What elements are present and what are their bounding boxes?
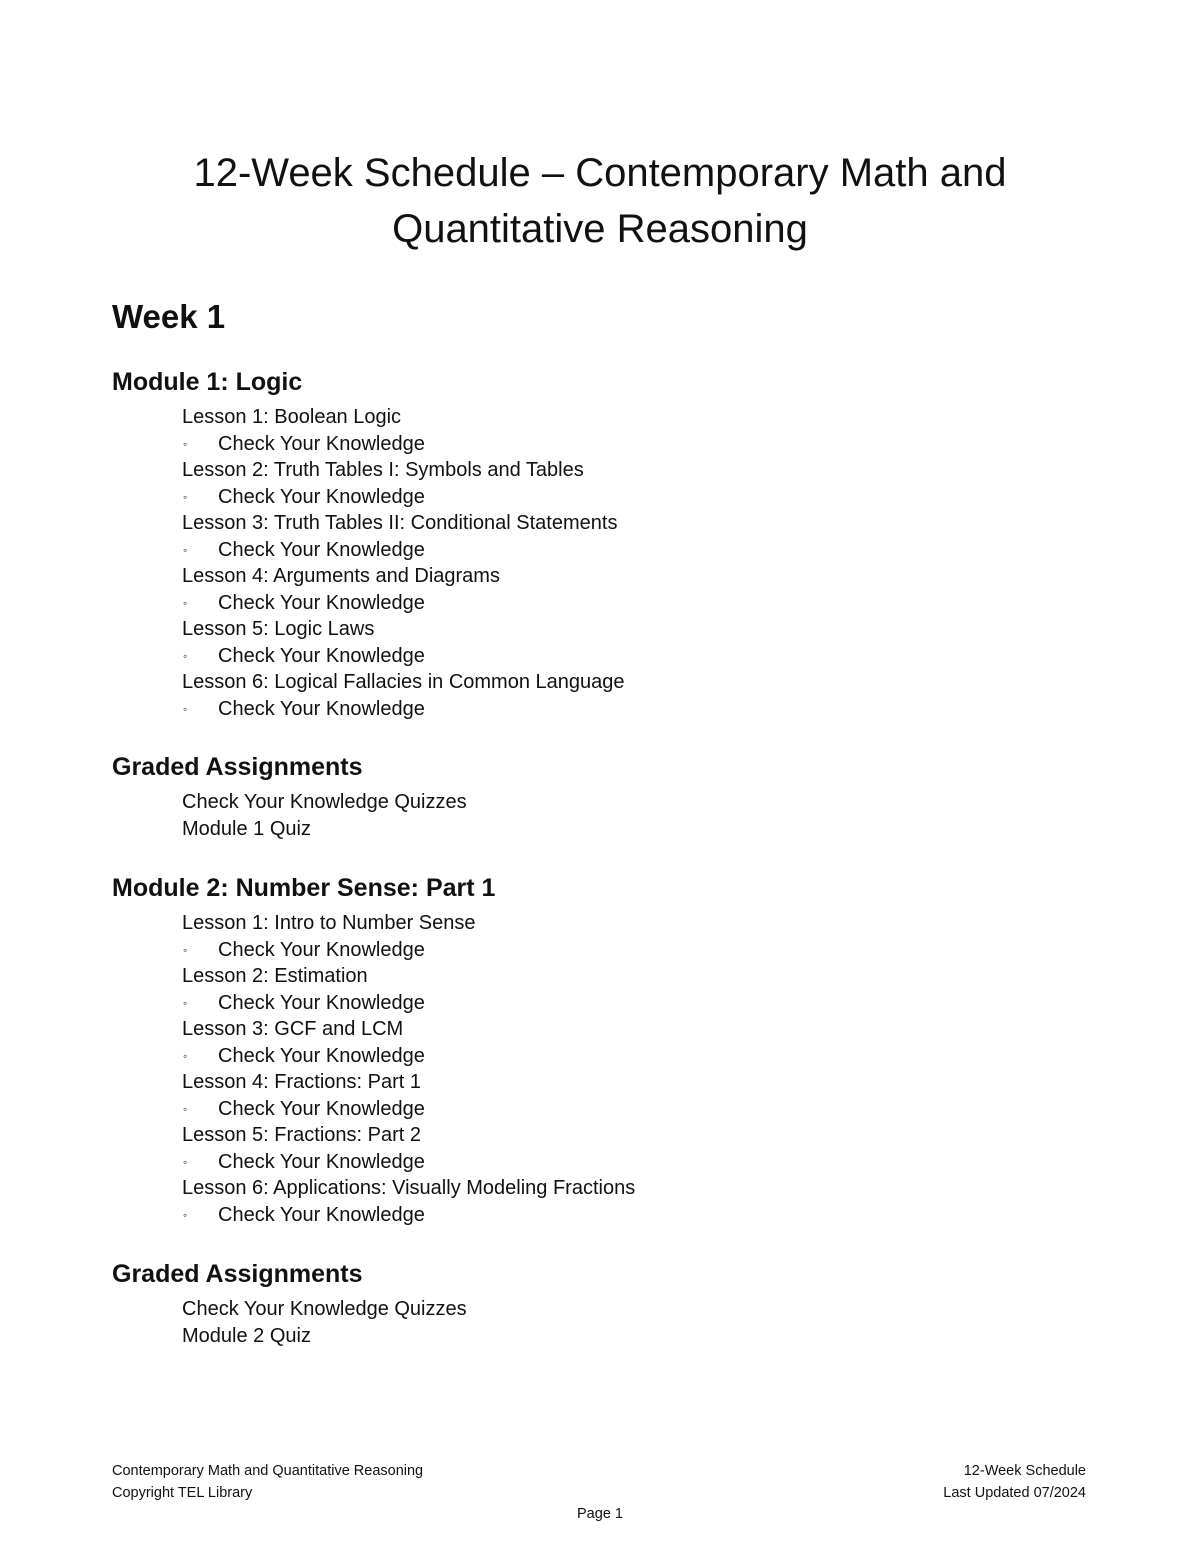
graded-assignment-item: Module 1 Quiz xyxy=(182,817,311,840)
check-your-knowledge-label: Check Your Knowledge xyxy=(218,1203,425,1226)
footer-course-title: Contemporary Math and Quantitative Reasoning xyxy=(112,1463,424,1479)
check-your-knowledge-item xyxy=(182,1096,1112,1123)
check-your-knowledge-label: Check Your Knowledge xyxy=(218,432,425,455)
hollow-circle-bullet-icon: ◦ xyxy=(183,436,188,451)
lesson-item: Lesson 4: Arguments and Diagrams xyxy=(182,565,500,587)
graded-assignments-1-section xyxy=(112,751,1112,842)
graded-assignments-1-heading: Graded Assignments xyxy=(112,753,363,781)
check-your-knowledge-label: Check Your Knowledge xyxy=(218,538,425,561)
module-2-lesson-list xyxy=(112,910,1112,1228)
hollow-circle-bullet-icon: ◦ xyxy=(183,542,188,557)
hollow-circle-bullet-icon: ◦ xyxy=(183,701,188,716)
hollow-circle-bullet-icon: ◦ xyxy=(183,1048,188,1063)
hollow-circle-bullet-icon: ◦ xyxy=(183,942,188,957)
check-your-knowledge-item xyxy=(182,696,1112,723)
footer-copyright: Copyright TEL Library xyxy=(112,1485,253,1501)
hollow-circle-bullet-icon: ◦ xyxy=(183,995,188,1010)
check-your-knowledge-item xyxy=(182,1202,1112,1229)
module-1-lesson-list xyxy=(112,404,1112,722)
graded-assignments-2-heading: Graded Assignments xyxy=(112,1260,363,1288)
graded-assignment-item: Check Your Knowledge Quizzes xyxy=(182,1298,467,1320)
check-your-knowledge-label: Check Your Knowledge xyxy=(218,485,425,508)
check-your-knowledge-item xyxy=(182,643,1112,670)
check-your-knowledge-item xyxy=(182,484,1112,511)
graded-assignment-item: Check Your Knowledge Quizzes xyxy=(182,791,467,813)
check-your-knowledge-item xyxy=(182,990,1112,1017)
module-2-section xyxy=(112,872,1112,1228)
check-your-knowledge-item xyxy=(182,1149,1112,1176)
lesson-item: Lesson 3: Truth Tables II: Conditional Statements xyxy=(182,512,618,534)
hollow-circle-bullet-icon: ◦ xyxy=(183,489,188,504)
lesson-item: Lesson 1: Intro to Number Sense xyxy=(182,912,476,934)
check-your-knowledge-label: Check Your Knowledge xyxy=(218,1044,425,1067)
check-your-knowledge-label: Check Your Knowledge xyxy=(218,938,425,961)
lesson-item: Lesson 4: Fractions: Part 1 xyxy=(182,1071,422,1093)
hollow-circle-bullet-icon: ◦ xyxy=(183,1101,188,1116)
module-1-section xyxy=(112,366,1112,722)
lesson-item: Lesson 6: Applications: Visually Modeling Fractions xyxy=(182,1177,636,1199)
document-title-line-1: 12-Week Schedule – Contemporary Math and xyxy=(193,151,1007,195)
lesson-item: Lesson 5: Fractions: Part 2 xyxy=(182,1124,422,1146)
document-title-line-2: Quantitative Reasoning xyxy=(392,207,808,251)
check-your-knowledge-item xyxy=(182,937,1112,964)
lesson-item: Lesson 2: Estimation xyxy=(182,965,368,987)
footer-schedule-label: 12-Week Schedule xyxy=(963,1463,1086,1479)
check-your-knowledge-label: Check Your Knowledge xyxy=(218,1097,425,1120)
hollow-circle-bullet-icon: ◦ xyxy=(183,595,188,610)
lesson-item: Lesson 5: Logic Laws xyxy=(182,618,375,640)
check-your-knowledge-label: Check Your Knowledge xyxy=(218,991,425,1014)
check-your-knowledge-item xyxy=(182,431,1112,458)
week-heading: Week 1 xyxy=(112,298,226,335)
footer-right xyxy=(943,1460,1086,1504)
check-your-knowledge-label: Check Your Knowledge xyxy=(218,591,425,614)
graded-assignments-2-section xyxy=(112,1258,1112,1349)
lesson-item: Lesson 3: GCF and LCM xyxy=(182,1018,404,1040)
check-your-knowledge-item xyxy=(182,590,1112,617)
graded-assignment-item: Module 2 Quiz xyxy=(182,1324,311,1347)
check-your-knowledge-label: Check Your Knowledge xyxy=(218,697,425,720)
graded-assignments-1-list xyxy=(112,789,1112,842)
module-1-heading: Module 1: Logic xyxy=(112,368,303,396)
footer-left xyxy=(112,1460,423,1504)
lesson-item: Lesson 1: Boolean Logic xyxy=(182,406,402,428)
module-2-heading: Module 2: Number Sense: Part 1 xyxy=(112,874,496,902)
hollow-circle-bullet-icon: ◦ xyxy=(183,1207,188,1222)
check-your-knowledge-label: Check Your Knowledge xyxy=(218,1150,425,1173)
lesson-item: Lesson 6: Logical Fallacies in Common Language xyxy=(182,671,625,693)
lesson-item: Lesson 2: Truth Tables I: Symbols and Tables xyxy=(182,459,584,481)
graded-assignments-2-list xyxy=(112,1296,1112,1349)
document-title xyxy=(0,145,1200,257)
footer-last-updated: Last Updated 07/2024 xyxy=(943,1485,1086,1501)
check-your-knowledge-item xyxy=(182,1043,1112,1070)
page-number: Page 1 xyxy=(577,1506,623,1522)
hollow-circle-bullet-icon: ◦ xyxy=(183,1154,188,1169)
hollow-circle-bullet-icon: ◦ xyxy=(183,648,188,663)
check-your-knowledge-item xyxy=(182,537,1112,564)
check-your-knowledge-label: Check Your Knowledge xyxy=(218,644,425,667)
